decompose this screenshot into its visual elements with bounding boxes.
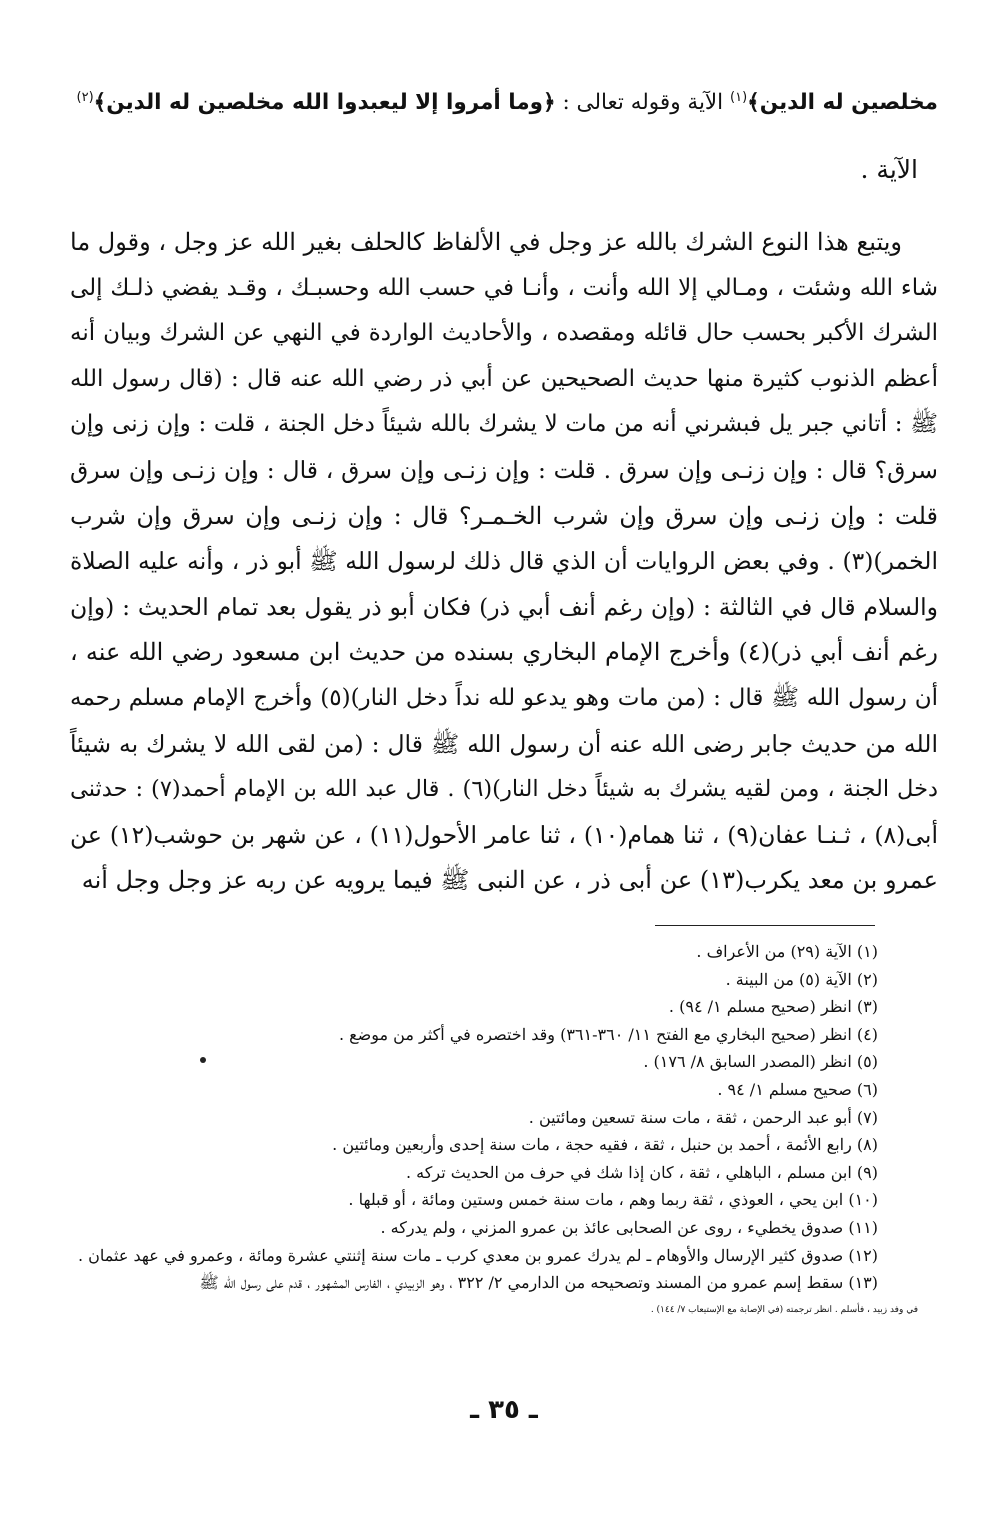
footnote: (١٠) ابن يحي ، العوذي ، ثقة ربما وهم ، مات سنة خمس وستين ومائة ، أو قبلها . [348,1190,878,1210]
footnote-divider [655,925,875,926]
footnote-ref-2: (٢) [76,90,94,105]
body-line: سرق؟ قال : وإن زنـى وإن سرق . قلت : وإن زنـى وإن سرق ، قال : وإن زنـى وإن سرق [70,455,938,484]
page-number: ـ ٣٥ ـ [470,1395,538,1425]
footnote: (١٣) سقط إسم عمرو من المسند وتصحيحه من الدارمي ٢/ ٣٢٢ ، وهو الزبيدي ، الفارس المشهور ، قدم على رسول الله ﷺ [199,1273,878,1293]
footnote: (٣) انظر (صحيح مسلم ١/ ٩٤) . [668,997,878,1017]
verse-fragment-1: مخلصين له الدين﴾ [747,90,938,116]
body-line: ويتبع هذا النوع الشرك بالله عز وجل في الألفاظ كالحلف بغير الله عز وجل ، وقول ما [70,228,902,256]
footnote: (١) الآية (٢٩) من الأعراف . [696,942,878,961]
footnote: (٢) الآية (٥) من البينة . [725,969,878,989]
footnote: (٩) ابن مسلم ، الباهلي ، ثقة ، كان إذا شك في حرف من الحديث تركه . [406,1162,878,1182]
footnote: (٤) انظر (صحيح البخاري مع الفتح ١١/ ٣٦٠-٣٦١) وقد اختصره في أكثر من موضع . [338,1024,878,1044]
footnote: (١١) صدوق يخطيء ، روى عن الصحابى عائذ بن عمرو المزني ، ولم يدركه . [380,1217,878,1237]
body-line: رغم أنف أبي ذر)(٤) وأخرج الإمام البخاري بسنده من حديث ابن مسعود رضي الله عنه ، [70,638,939,667]
footnote: (٦) صحيح مسلم ١/ ٩٤ . [717,1079,878,1099]
body-line: الخمر)(٣) . وفي بعض الروايات أن الذي قال ذلك لرسول الله ﷺ أبو ذر ، وأنه عليه الصلاة [70,547,938,576]
body-line: أعظم الذنوب كثيرة منها حديث الصحيحين عن أبي ذر رضي الله عنه قال : (قال رسول الله [70,365,938,392]
body-line: شاء الله وشئت ، ومـالي إلا الله وأنت ، وأنـا في حسب الله وحسبـك ، وقـد يفضي ذلـك إلى [70,274,938,301]
body-line: أبى(٨) ، ثـنـا عفان(٩) ، ثنا همام(١٠) ، ثنا عامر الأحول(١١) ، عن شهر بن حوشب(١٢) عن [70,820,938,849]
body-line: والسلام قال في الثالثة : (وإن رغم أنف أبي ذر) فكان أبو ذر يقول بعد تمام الحديث : (وإن [70,592,938,621]
footnote: (١٢) صدوق كثير الإرسال والأوهام ـ لم يدرك عمرو بن معدي كرب ـ مات سنة إثنتي عشرة ومائة ، وعمرو في عهد عثمان . [77,1245,878,1265]
footnote: (٨) رابع الأئمة ، أحمد بن حنبل ، ثقة ، فقيه حجة ، مات سنة إحدى وأربعين ومائتين . [332,1135,878,1155]
footnote-ref-1: (١) [730,90,748,105]
body-line: الله من حديث جابر رضى الله عنه أن رسول الله ﷺ قال : (من لقى الله لا يشرك به شيئاً [70,729,938,758]
body-line: عمرو بن معد يكرب(١٣) عن أبى ذر ، عن النبى ﷺ فيما يرويه عن ربه عز وجل وجل أنه [81,866,938,895]
body-line: أن رسول الله ﷺ قال : (من مات وهو يدعو لله نداً دخل النار)(٥) وأخرج الإمام مسلم رحمه [70,684,938,711]
verse-fragment-2: ﴿وما أمروا إلا ليعبدوا الله مخلصين له الدين﴾ [93,90,556,116]
body-line: قلت : وإن زنـى وإن سرق وإن شرب الخـمـر؟ قال : وإن زنـى وإن سرق وإن شرب [70,501,938,530]
verse-connector: الآية وقوله تعالى : [555,90,730,116]
body-line: ﷺ : أتاني جبر يل فبشرني أنه من مات لا يشرك بالله شيئاً دخل الجنة ، قلت : وإن زنى وإن [70,411,938,438]
main-paragraph [70,220,938,904]
footnote: (٧) أبو عبد الرحمن ، ثقة ، مات سنة تسعين ومائتين . [528,1107,878,1127]
body-line: الشرك الأكبر بحسب حال قائله ومقصده ، والأحاديث الواردة في النهي عن الشرك وبيان أنه [70,320,938,347]
verse-line [70,78,938,123]
verse-line-end: الآية . [860,155,918,184]
footnote: (٥) انظر (المصدر السابق ٨/ ١٧٦) . [643,1052,878,1072]
footnote-continuation: في وفد زبيد ، فأسلم . انظر ترجمته (في الإصابة مع الإستيعاب ٧/ ١٤٤) . [650,1304,918,1315]
footnotes [60,938,918,1324]
body-line: دخل الجنة ، ومن لقيه يشرك به شيئاً دخل النار)(٦) . قال عبد الله بن الإمام أحمد(٧) : حدثنى [70,776,939,803]
stray-mark [200,1057,206,1063]
